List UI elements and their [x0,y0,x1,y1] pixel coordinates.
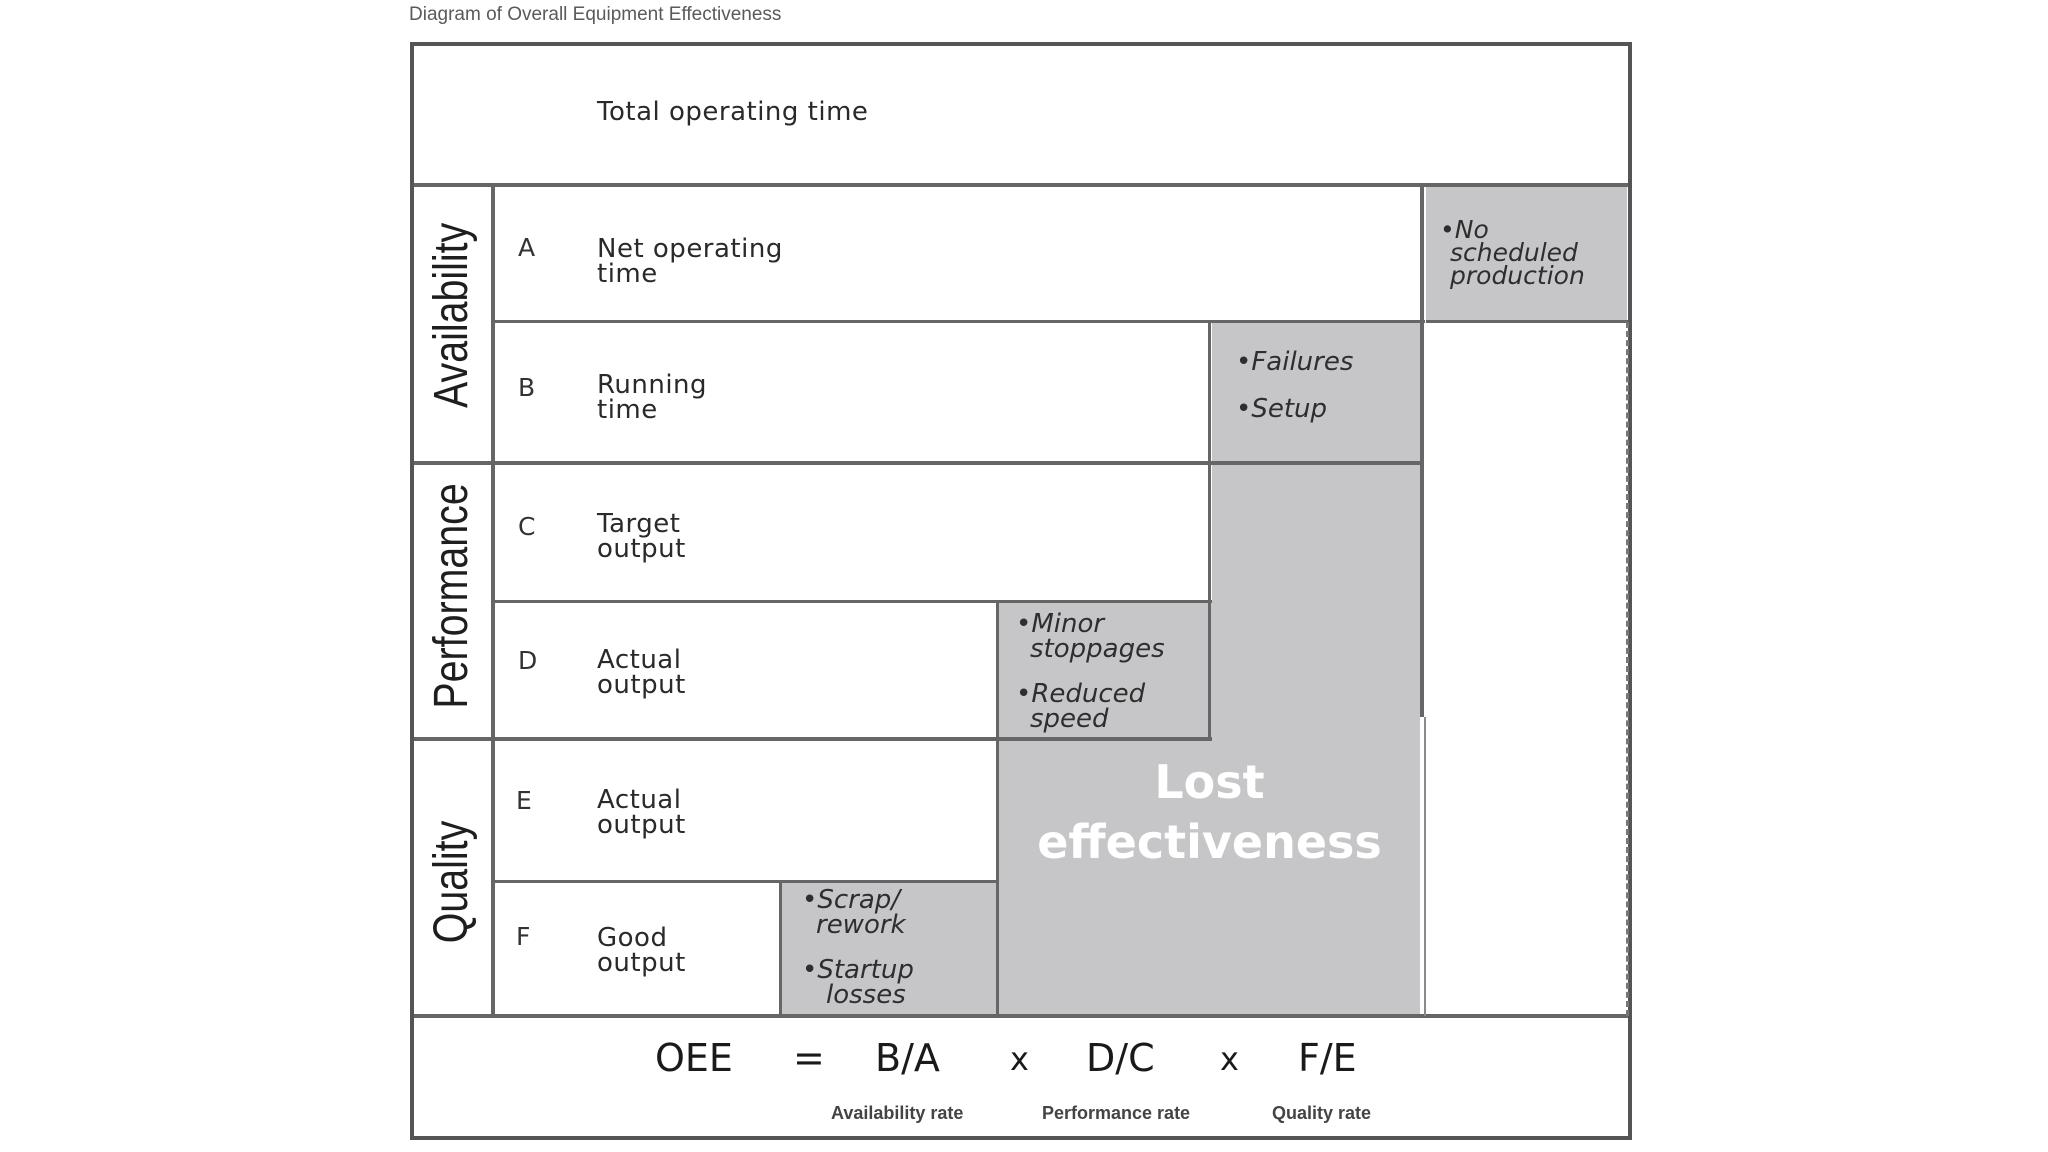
row-b-letter: B [518,373,536,402]
divider-formula [414,1014,1628,1018]
row-c-line2: output [597,534,686,564]
row-c-line1: Target [597,509,681,539]
formula-fe: F/E [1298,1036,1357,1080]
row-b-label [597,370,708,425]
row-c-letter: C [518,512,536,541]
row-f-line2: output [597,948,686,978]
divider-no-scheduled [1426,320,1628,323]
row-f-letter: F [516,922,531,951]
loss-losses: losses [826,980,906,1010]
formula-oee: OEE [655,1036,733,1080]
formula-times-1: x [1010,1040,1029,1078]
row-a-letter: A [518,233,536,262]
formula-ba: B/A [875,1036,940,1080]
row-d-letter: D [518,646,538,675]
total-operating-time-label: Total operating time [597,97,869,127]
row-a-line1: Net operating [597,234,783,264]
formula-times-2: x [1220,1040,1239,1078]
loss-failures: Failures [1251,347,1354,377]
performance-rate-label: Performance rate [1042,1103,1191,1123]
quality-rate-label: Quality rate [1272,1103,1372,1123]
quality-label: Quality [425,820,478,944]
loss-scrap: Scrap/ [817,885,901,915]
loss-scheduled-word: scheduled [1450,238,1578,267]
loss-reduced: Reduced [1031,679,1146,709]
loss-setup: Setup [1251,394,1328,424]
minor-stoppages-reduced-speed-text: •Minor stoppages •Reduced speed [1016,609,1165,734]
lost-box-right-edge [1424,717,1426,1016]
effectiveness-word: effectiveness [1037,815,1382,869]
divider-d-e [414,737,1212,741]
row-b-line1: Running [597,370,708,400]
good-output-right-edge [779,882,782,1016]
label-column-divider [491,185,495,1016]
no-scheduled-production-text: •No scheduled production [1440,215,1585,290]
row-f-label [597,923,686,978]
formula-equals: = [793,1036,825,1080]
row-d-label [597,645,686,700]
loss-speed: speed [1030,704,1109,734]
row-f-line1: Good [597,923,668,953]
loss-startup: Startup [817,955,914,985]
divider-c-d [495,600,1212,603]
divider-e-f [495,880,999,883]
row-d-line1: Actual [597,645,682,675]
row-d-line2: output [597,670,686,700]
row-a-line2: time [597,259,658,289]
lost-word: Lost [1154,755,1265,809]
loss-rework: rework [816,910,906,940]
availability-rate-label: Availability rate [831,1103,964,1123]
diagram-caption: Diagram of Overall Equipment Effectiveness [409,4,782,25]
row-c-label [597,509,686,564]
divider-b-c [414,461,1421,465]
row-e-letter: E [516,786,532,815]
formula-dc: D/C [1086,1036,1155,1080]
loss-minor: Minor [1031,609,1105,639]
row-e-line1: Actual [597,785,682,815]
row-a-label [597,234,783,289]
dashed-line [1626,322,1629,1016]
loss-stoppages: stoppages [1030,634,1165,664]
performance-label: Performance [425,483,478,709]
scrap-startup-text: •Scrap/ rework •Startup losses [802,885,914,1010]
row-b-line2: time [597,395,658,425]
failures-setup-text: •Failures •Setup [1236,347,1354,424]
lost-effectiveness-upper [1212,463,1420,737]
net-time-right-edge [1420,185,1424,717]
loss-production-word: production [1450,261,1585,290]
running-time-right-edge [1208,322,1211,738]
row-e-line2: output [597,810,686,840]
divider-a-b [495,320,1425,323]
loss-no-word: No [1454,215,1489,244]
row-e-label [597,785,686,840]
divider-total [414,183,1628,187]
lost-effectiveness-label [999,752,1420,872]
availability-label: Availability [425,222,478,408]
